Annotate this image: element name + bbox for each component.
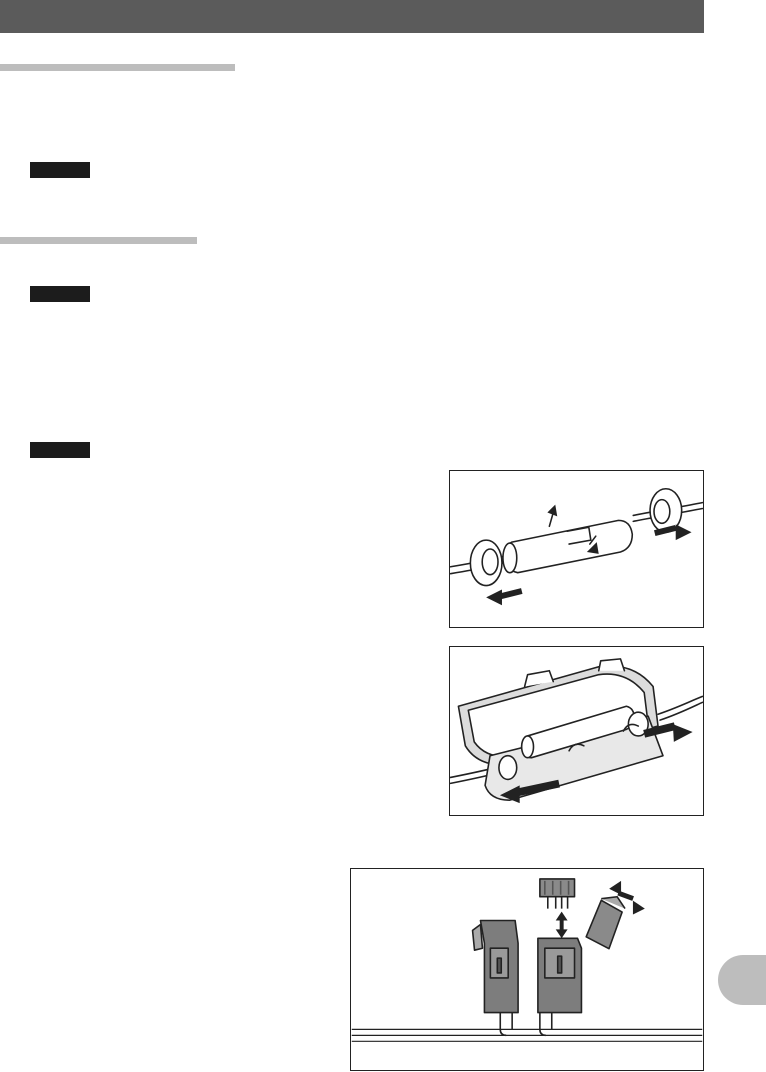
section-side-tab [718, 955, 766, 1005]
note-label-box-1 [30, 162, 90, 178]
section-rule-1 [0, 64, 235, 71]
blade-fuse-holder-icon [351, 869, 703, 1070]
section-rule-2 [0, 237, 197, 244]
inline-fuse-holder-closed-icon [450, 471, 703, 627]
fuse-holder-closed-figure [449, 470, 704, 628]
fuse-holder-open-figure [449, 646, 704, 816]
note-label-box-2 [30, 286, 90, 302]
note-label-box-3 [30, 442, 90, 458]
inline-fuse-holder-open-icon [450, 647, 703, 815]
header-bar [0, 0, 704, 33]
blade-fuse-holder-figure [350, 868, 704, 1071]
